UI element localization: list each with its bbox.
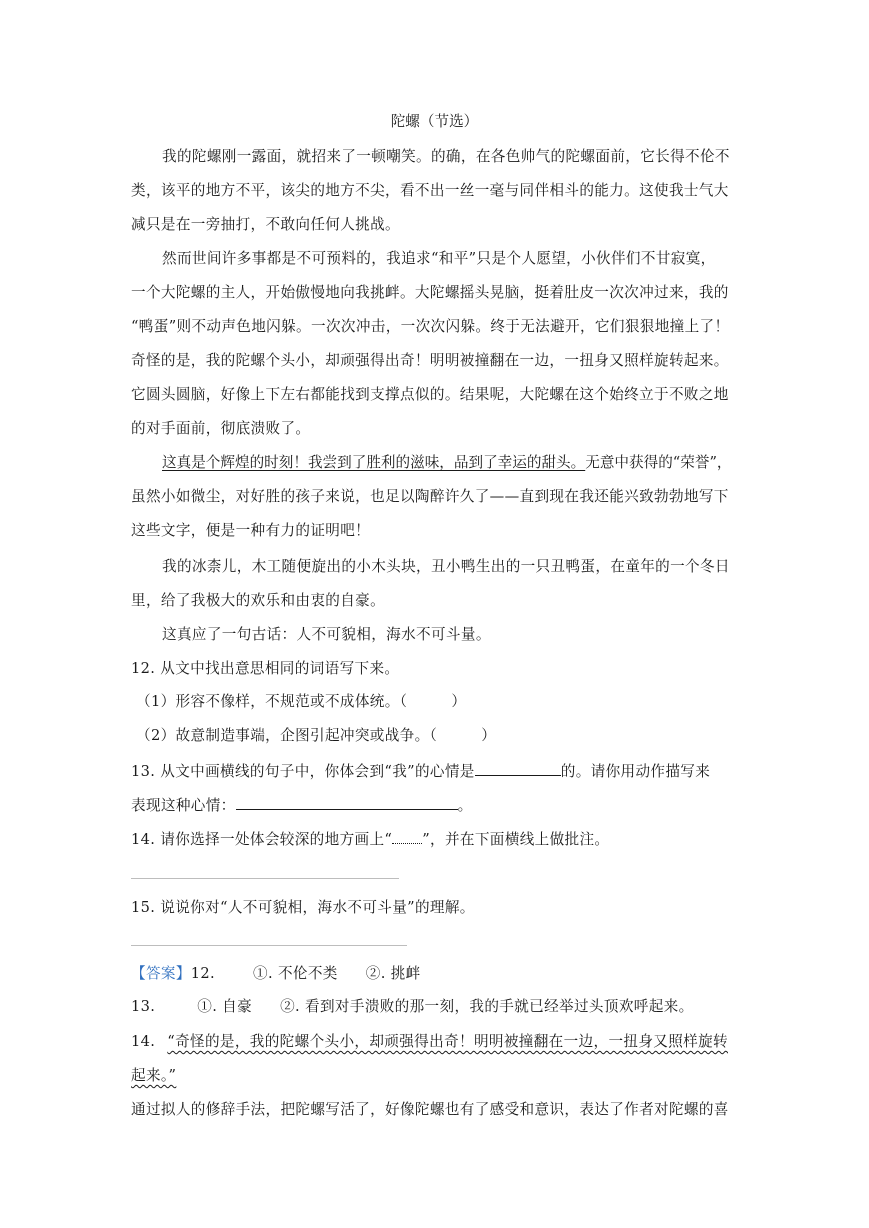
question-14-text-b: ”，并在下面横线上做批注。 [422, 831, 610, 848]
paragraph-2-line-6: 的对手面前，彻底溃败了。 [131, 420, 311, 437]
answer-14-quoted-sentence-end: 起来。” [131, 1067, 177, 1084]
question-12-sub-1-close: ） [451, 693, 467, 710]
question-13-text-a: 13. 从文中画横线的句子中，你体会到“我”的心情是 [131, 763, 475, 780]
paragraph-2-line-4: 奇怪的是，我的陀螺个头小，却顽强得出奇！明明被撞翻在一边，一扭身又照样旋转起来。 [131, 352, 729, 369]
answer-14-comment: 通过拟人的修辞手法，把陀螺写活了，好像陀螺也有了感受和意识，表达了作者对陀螺的喜 [131, 1101, 729, 1118]
question-12-sub-1-text: （1）形容不像样，不规范或不成体统。（ [136, 693, 408, 710]
paragraph-3-line-3: 这些文字，便是一种有力的证明吧！ [131, 522, 371, 539]
answer-12-number: 12. [190, 965, 216, 982]
paragraph-1-line-2: 类，该平的地方不平，该尖的地方不尖，看不出一丝一毫与同伴相斗的能力。这使我士气大 [131, 182, 729, 199]
answer-13-number: 13. [131, 998, 156, 1015]
underlined-sentence: 这真是个辉煌的时刻！我尝到了胜利的滋味，品到了幸运的甜头。 [162, 454, 586, 471]
paragraph-2-line-1: 然而世间许多事都是不可预料的，我追求“和平”只是个人愿望，小伙伴们不甘寂寞， [162, 250, 716, 267]
answer-13-item-1: ①. 自豪 [197, 998, 253, 1015]
question-13-line-1 [131, 761, 710, 782]
answer-13 [131, 997, 694, 1017]
paragraph-2-line-3: “鸭蛋”则不动声色地闪躲。一次次冲击，一次次闪躲。终于无法避开，它们狠狠地撞上了！ [131, 318, 730, 335]
answer-14-quoted-sentence: “奇怪的是，我的陀螺个头小，却顽强得出奇！明明被撞翻在一边，一扭身又照样旋转 [167, 1033, 728, 1050]
question-13-line-2 [131, 795, 473, 816]
question-15: 15. 说说你对“人不可貌相，海水不可斗量”的理解。 [131, 899, 475, 916]
question-12-sub-1 [136, 692, 466, 712]
paragraph-2-line-5: 它圆头圆脑，好像上下左右都能找到支撑点似的。结果呢，大陀螺在这个始终立于不败之地 [131, 386, 729, 403]
dotted-mark-sample [392, 831, 422, 844]
answer-12 [131, 964, 421, 984]
question-13-text-b: 的。请你用动作描写来 [560, 763, 711, 780]
question-14 [131, 830, 609, 850]
paragraph-1-line-1: 我的陀螺刚一露面，就招来了一顿嘲笑。的确，在各色帅气的陀螺面前，它长得不伦不 [162, 148, 730, 165]
paragraph-3-line-2: 虽然小如微尘，对好胜的孩子来说，也足以陶醉许久了——直到现在我还能兴致勃勃地写下 [131, 488, 729, 505]
paragraph-3-line-1-rest: 无意中获得的“荣誉”， [585, 454, 732, 471]
answer-line-15[interactable] [131, 945, 407, 946]
answer-12-item-1: ①. 不伦不类 [253, 965, 338, 982]
paragraph-4-line-1: 我的冰柰儿，木工随便旋出的小木头块，丑小鸭生出的一只丑鸭蛋，在童年的一个冬日 [162, 558, 730, 575]
question-12-sub-2-text: （2）故意制造事端，企图引起冲突或战争。（ [136, 727, 438, 744]
passage-title: 陀螺（节选） [390, 113, 479, 130]
answer-line-14[interactable] [131, 878, 399, 879]
answer-14-line-2 [131, 1066, 176, 1086]
answer-12-item-2: ②. 挑衅 [365, 965, 421, 982]
question-13-text-c: 表现这种心情： [131, 797, 236, 814]
question-12-sub-2 [136, 726, 496, 746]
question-14-text-a: 14. 请你选择一处体会较深的地方画上“ [131, 831, 393, 848]
answer-14-number: 14. [131, 1033, 156, 1050]
answer-blank-mood[interactable] [475, 761, 561, 776]
paragraph-2-line-2: 一个大陀螺的主人，开始傲慢地向我挑衅。大陀螺摇头晃脑，挺着肚皮一次次冲过来，我的 [131, 284, 729, 301]
answer-13-item-2: ②. 看到对手溃败的那一刻，我的手就已经举过头顶欢呼起来。 [280, 998, 694, 1015]
question-12-stem: 12. 从文中找出意思相同的词语写下来。 [131, 660, 400, 677]
paragraph-3-line-1 [162, 453, 732, 473]
paragraph-1-line-3: 减只是在一旁抽打，不敢向任何人挑战。 [131, 216, 400, 233]
paragraph-5: 这真应了一句古话：人不可貌相，海水不可斗量。 [162, 626, 491, 643]
question-12-sub-2-close: ） [481, 727, 497, 744]
paragraph-4-line-2: 里，给了我极大的欢乐和由衷的自豪。 [131, 592, 386, 609]
answer-blank-action[interactable] [236, 795, 458, 810]
answer-tag: 【答案】 [131, 965, 191, 982]
answer-14-line-1 [131, 1032, 728, 1052]
question-13-text-d: 。 [457, 797, 473, 814]
